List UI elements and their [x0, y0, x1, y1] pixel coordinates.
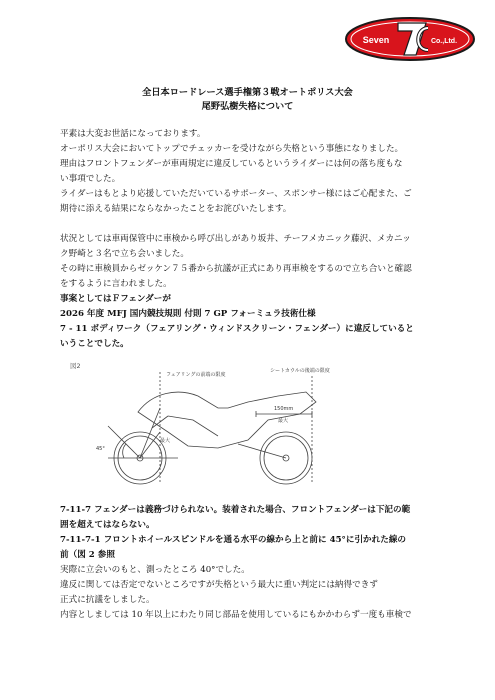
text-line: ク野崎と３名で立ち会いました。 — [60, 249, 189, 259]
fairing-limit-note: フェアリングの前端の限度 — [166, 372, 226, 378]
motorcycle-diagram — [68, 362, 368, 490]
figure-label: 図2 — [70, 362, 81, 370]
text-line: をするように言われました。 — [60, 279, 172, 289]
text-line: 理由はフロントフェンダーが車両規定に違反しているというライダーには何の落ち度もな — [60, 159, 403, 169]
dimension-150: 150mm — [274, 406, 294, 412]
text-line: 実際に立会いのもと、測ったところ 40°でした。 — [60, 565, 250, 575]
dimension-max: 最大 — [278, 418, 289, 424]
text-line: 囲を超えてはならない。 — [60, 520, 155, 530]
text-line: 平素は大変お世話になっております。 — [60, 129, 206, 139]
text-line: 7 - 11 ボディワーク（フェアリング・ウィンドスクリーン・フェンダー）に違反していると — [60, 324, 414, 334]
text-line: 事案としてはＦフェンダーが — [60, 294, 171, 304]
text-line: 状況としては車両保管中に車検から呼び出しがあり坂井、チーフメカニック藤沢、メカニッ — [60, 234, 411, 244]
text-line: 2026 年度 MFJ 国内競技規則 付則 7 GP フォーミュラ技術仕様 — [60, 309, 316, 319]
text-line: 正式に抗議をしました。 — [60, 595, 155, 605]
logo-right-text: Co.,Ltd. — [430, 38, 458, 45]
document-title: 全日本ロードレース選手権第３戦オートポリス大会 — [142, 87, 353, 98]
text-line: 違反に関しては否定でないところですが失格という最大に重い判定には納得できず — [60, 580, 378, 590]
text-line: 7-11-7 フェンダーは義務づけられない。装着された場合、フロントフェンダーは下記の範 — [60, 505, 411, 515]
text-line: い事項でした。 — [60, 174, 121, 184]
text-line: いうことでした。 — [60, 339, 129, 349]
text-line: 前（図 2 参照 — [60, 550, 115, 560]
text-line: 期待に添える結果にならなかったことをお詫びいたします。 — [60, 204, 292, 214]
text-line: オーポリス大会においてトップでチェッカーを受けながら失格という事態になりました。 — [60, 144, 404, 154]
text-line: 内容としましては 10 年以上にわたり同じ部品を使用しているにもかかわらず一度も車検で — [60, 610, 412, 620]
seven-c-logo — [344, 16, 476, 62]
text-line: ライダーはもとより応援していただいているサポーター、スポンサー様にはご心配また、ご — [60, 189, 412, 199]
document-subtitle: 尾野弘樹失格について — [201, 101, 294, 112]
angle-max: 最大 — [160, 438, 171, 444]
text-line: その時に車検員からゼッケン７５番から抗議が正式にあり再車検をするので立ち合いと確認 — [60, 264, 412, 274]
logo-left-text: Seven — [362, 35, 390, 45]
text-line: 7-11-7-1 フロントホイールスピンドルを通る水平の線から上と前に 45°に引かれた線の — [60, 535, 407, 545]
angle-45: 45° — [96, 446, 105, 452]
seat-limit-note: シートカウルの後端の限度 — [270, 368, 330, 374]
